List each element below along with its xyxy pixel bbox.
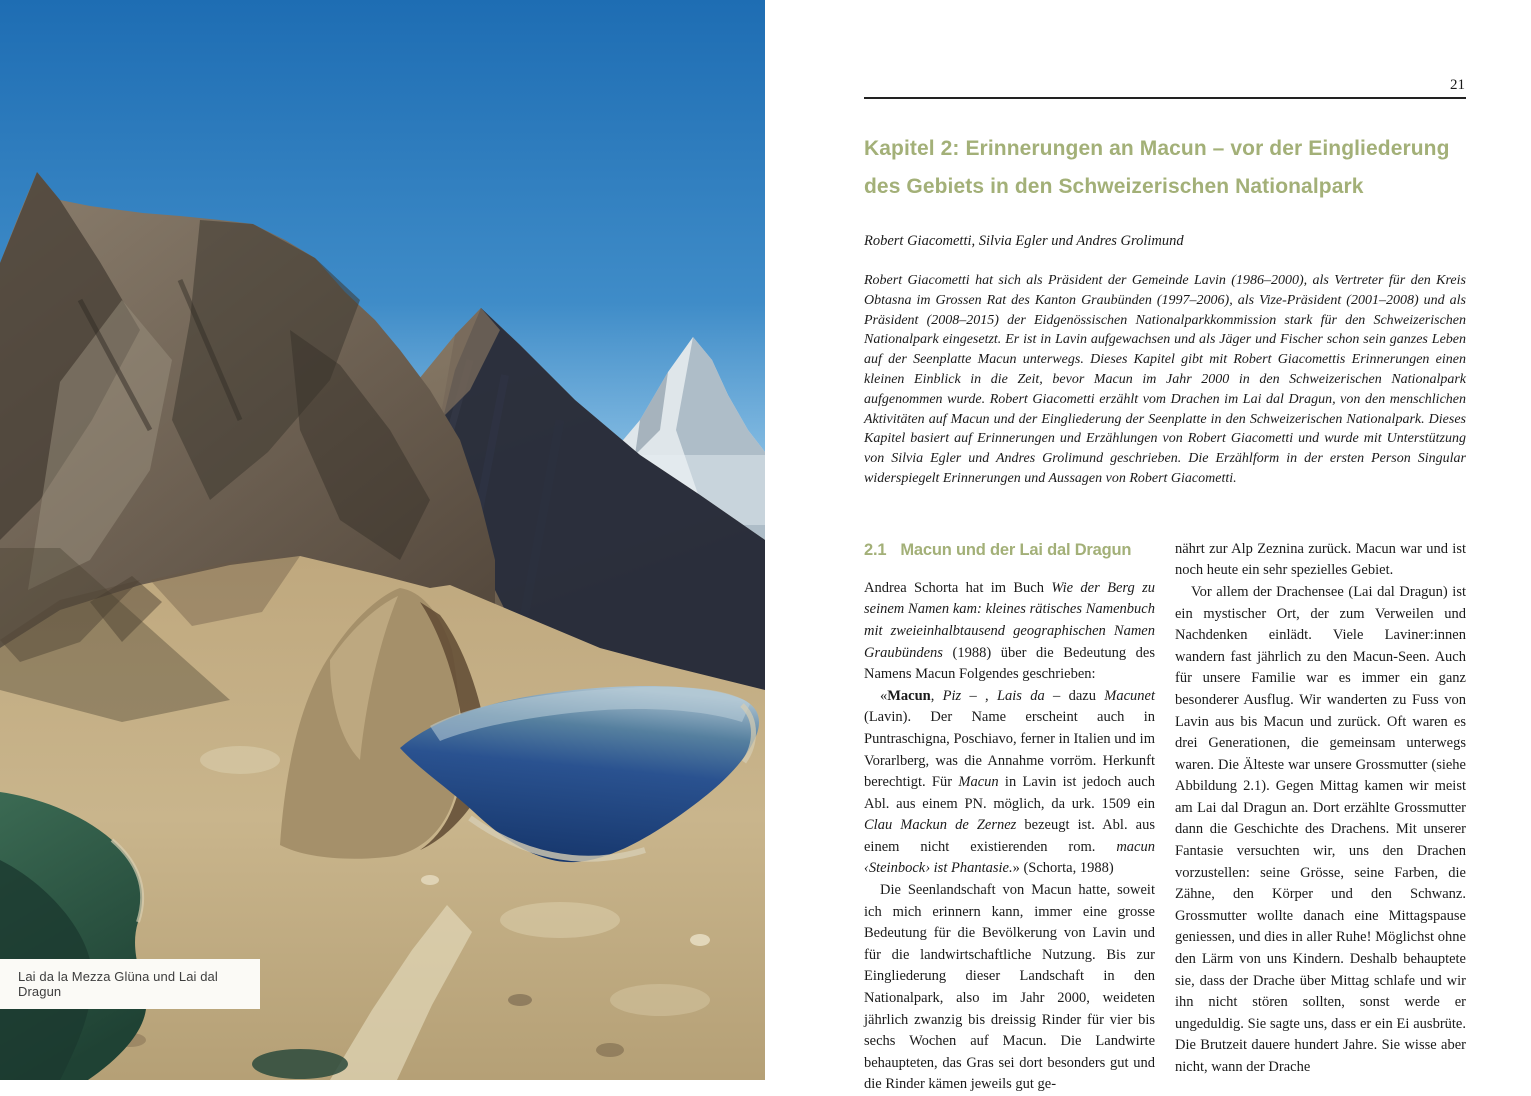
text-run: Wie der Berg zu seinem Namen kam: kleines rätisches Namenbuch mit zweieinhalbtausend geographischen Namen Graubündens — [864, 579, 1155, 661]
text-run: (Lavin). Der Name erscheint auch in Puntraschigna, Poschiavo, ferner in Italien und im Vorarlberg, was die Annahme vorröm. Herkunft berechtigt. Für — [864, 709, 1155, 791]
paragraph — [864, 880, 1155, 1096]
chapter-abstract: Robert Giacometti hat sich als Präsident der Gemeinde Lavin (1986–2000), als Vertreter für den Kreis Obtasna im Grossen Rat des Kanton Graubünden (1997–2006), als Vize-Präsident (2001–2008) und als Präsident (2008–2015) der Eidgenössischen Nationalparkkommission stark für den Schweizerischen Nationalpark eingesetzt. Er ist in Lavin aufgewachsen und als Jäger und Fischer schon sein ganzes Leben auf der Seenplatte Macun unterwegs. Dieses Kapitel gibt mit Robert Giacomettis Erinnerungen einen kleinen Einblick in die Zeit, bevor Macun im Jahr 2000 in den Schweizerischen Nationalpark aufgenommen wurde. Robert Giacometti erzählt vom Drachen im Lai dal Dragun, von den menschlichen Aktivitäten auf Macun und der Eingliederung der Seenplatte in den Schweizerischen Nationalpark. Dieses Kapitel basiert auf Erinnerungen und Erzählungen von Robert Giacometti und wurde mit Unterstützung von Silvia Egler und Andres Grolimund geschrieben. Die Erzählform in der ersten Person Singular widerspiegelt Erinnerungen und Aussagen von Robert Giacometti. — [864, 273, 1466, 486]
photo-illustration — [0, 0, 765, 1080]
text-run: – , — [961, 687, 997, 704]
page-number: 21 — [1450, 77, 1465, 93]
text-run: (1988) über die Bedeutung des Namens Macun Folgendes geschrieben: — [864, 644, 1155, 683]
text-run: « — [880, 687, 888, 704]
text-run: – dazu — [1044, 687, 1105, 704]
text-run: Macunet — [1104, 687, 1155, 704]
text-run: Vor allem der Drachensee (Lai dal Dragun) ist ein mystischer Ort, der zum Verweilen und Nachdenken einlädt. Viele Laviner:innen wandern fast jährlich zu den Macun-Seen. Auch für unsere Familie war es immer ein ganz besonderer Ausflug. Wir wanderten zu Fuss von Lavin aus bis Macun und zurück. Oft waren es drei Generationen, die gemeinsam unterwegs waren. Die Älteste war unsere Grossmutter (siehe Abbildung 2.1). Gegen Mittag kamen wir meist am Lai dal Dragun an. Dort erzählte Grossmutter dann die Geschichte des Drachens. Mit unserer Fantasie versuchten wir, uns den Drachen vorzustellen: seine Grösse, seine Farben, die Zähne, den Körper und den Schwanz. Grossmutter wollte danach eine Mittagspause geniessen, und dies in aller Ruhe! Möglichst ohne den Lärm von uns Kindern. Deshalb behauptete sie, dass der Drache über Mittag schlafe und wir ihn nicht stören sollten, sonst werde er ungeduldig. Sie sagte uns, dass er ein Ei ausbrüte. Die Brutzeit dauere hundert Jahre. Sie wisse aber nicht, wann der Drache — [1175, 583, 1466, 1076]
text-run: Piz — [942, 687, 962, 704]
paragraph — [864, 578, 1155, 686]
photo-caption-text: Lai da la Mezza Glüna und Lai dal Dragun — [18, 969, 218, 999]
text-run: , — [930, 687, 943, 704]
text-run: nährt zur Alp Zeznina zurück. Macun war und ist noch heute ein sehr spezielles Gebiet. — [1175, 540, 1466, 579]
paragraph — [1175, 582, 1466, 1079]
header-rule — [864, 97, 1466, 99]
photo-caption — [0, 959, 260, 1009]
column-left — [864, 539, 1155, 1096]
text-page — [765, 0, 1531, 1093]
text-run: Macun — [958, 774, 999, 791]
text-run: Andrea Schorta hat im Buch — [864, 579, 1052, 596]
chapter-title: Kapitel 2: Erinnerungen an Macun – vor der Eingliederung des Gebiets in den Schweizerischen Nationalpark — [864, 137, 1450, 198]
paragraph — [864, 686, 1155, 880]
text-run: Macun — [887, 687, 931, 704]
text-run: bezeugt ist. Abl. aus einem nicht existierenden rom. — [864, 817, 1155, 855]
section-number: 2.1 — [864, 540, 887, 559]
authors-line: Robert Giacometti, Silvia Egler und Andres Grolimund — [864, 233, 1184, 249]
text-run: macun ‹Steinbock› ist Phantasie. — [864, 838, 1155, 877]
text-run: Lais da — [996, 687, 1045, 704]
section-heading — [864, 539, 1155, 561]
two-column-body — [864, 539, 1466, 1096]
text-run: Die Seenlandschaft von Macun hatte, soweit ich mich erinnern kann, immer eine grosse Bedeutung für die Bevölkerung von Lavin und für die landwirtschaftliche Nutzung. Bis zur Eingliederung dieser Landschaft in den Nationalpark, also im Jahr 2000, weideten jährlich zwanzig bis dreissig Rinder für vier bis sechs Wochen auf Macun. Die Landwirte behaupteten, das Gras sei dort besonders gut und die Rinder kämen jeweils gut ge- — [864, 882, 1155, 1093]
text-run: » (Schorta, 1988) — [1012, 860, 1114, 877]
text-run: in Lavin ist jedoch auch Abl. aus einem PN. möglich, da urk. 1509 ein — [864, 774, 1155, 812]
paragraph — [1175, 539, 1466, 582]
text-run: Clau Mackun de Zernez — [864, 817, 1017, 834]
mountain-lake-photo — [0, 0, 765, 1080]
column-right — [1175, 539, 1466, 1096]
section-title: Macun und der Lai dal Dragun — [900, 540, 1132, 559]
